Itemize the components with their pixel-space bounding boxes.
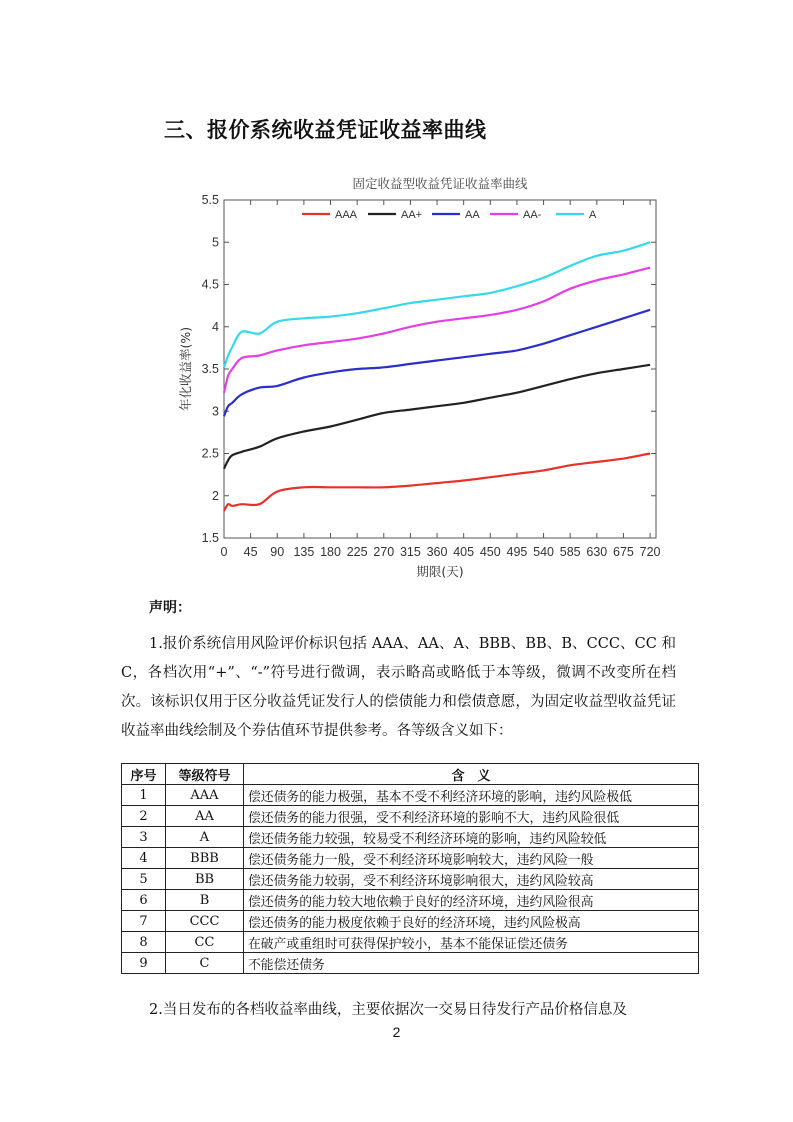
row-meaning: 偿还债务的能力极强，基本不受不利经济环境的影响，违约风险极低 bbox=[244, 785, 699, 806]
x-tick-label: 90 bbox=[270, 545, 285, 559]
row-grade: AA bbox=[166, 806, 244, 827]
table-row bbox=[122, 869, 699, 890]
x-tick-label: 720 bbox=[639, 545, 661, 559]
y-tick-label: 4.5 bbox=[201, 277, 219, 292]
x-tick-label: 270 bbox=[373, 545, 395, 559]
table-row bbox=[122, 785, 699, 806]
y-tick-label: 3.5 bbox=[201, 362, 219, 376]
row-meaning: 偿还债务能力较强，较易受不利经济环境的影响，违约风险较低 bbox=[244, 827, 699, 848]
page-number: 2 bbox=[392, 1024, 401, 1040]
declaration-paragraph-2: 2.当日发布的各档收益率曲线，主要依据次一交易日待发行产品价格信息及 bbox=[149, 1002, 627, 1018]
x-tick-label: 180 bbox=[320, 545, 341, 559]
x-tick-label: 315 bbox=[399, 545, 421, 559]
row-grade: A bbox=[166, 827, 244, 848]
y-tick-label: 3 bbox=[212, 404, 219, 419]
y-axis-label: 年化收益率(%) bbox=[178, 326, 193, 412]
row-grade: CCC bbox=[166, 911, 244, 932]
table-row bbox=[122, 848, 699, 869]
row-index: 3 bbox=[122, 827, 166, 848]
x-axis-label: 期限(天) bbox=[416, 564, 464, 579]
y-tick-label: 1.5 bbox=[201, 531, 219, 545]
legend-label-AA: AA bbox=[465, 209, 480, 221]
x-tick-label: 675 bbox=[613, 545, 634, 559]
row-meaning: 偿还债务的能力极度依赖于良好的经济环境，违约风险极高 bbox=[244, 911, 699, 932]
rating-table bbox=[121, 763, 699, 974]
row-index: 1 bbox=[122, 785, 166, 806]
x-tick-label: 0 bbox=[220, 545, 228, 559]
y-tick-label: 4 bbox=[212, 319, 219, 334]
row-grade: BB bbox=[166, 869, 244, 890]
x-tick-label: 585 bbox=[559, 545, 581, 559]
x-tick-label: 540 bbox=[533, 545, 554, 559]
x-tick-label: 135 bbox=[293, 545, 315, 559]
row-grade: AAA bbox=[166, 785, 244, 806]
table-row bbox=[122, 827, 699, 848]
row-grade: CC bbox=[166, 932, 244, 953]
row-index: 6 bbox=[122, 890, 166, 911]
row-index: 2 bbox=[122, 806, 166, 827]
table-row bbox=[122, 932, 699, 953]
row-index: 4 bbox=[122, 848, 166, 869]
legend-label-AA+: AA+ bbox=[401, 209, 423, 221]
row-meaning: 偿还债务能力一般，受不利经济环境影响较大，违约风险一般 bbox=[244, 848, 699, 869]
x-tick-label: 360 bbox=[426, 545, 448, 559]
header-meaning: 含 义 bbox=[244, 764, 699, 785]
x-tick-label: 495 bbox=[506, 545, 528, 559]
x-tick-label: 450 bbox=[479, 545, 501, 559]
row-index: 9 bbox=[122, 953, 166, 974]
y-tick-label: 5 bbox=[212, 235, 219, 250]
y-tick-label: 2.5 bbox=[201, 446, 219, 461]
row-index: 7 bbox=[122, 911, 166, 932]
header-index: 序号 bbox=[122, 764, 166, 785]
table-row bbox=[122, 890, 699, 911]
table-header-row bbox=[122, 764, 699, 785]
row-meaning: 偿还债务的能力很强，受不利经济环境的影响不大，违约风险很低 bbox=[244, 806, 699, 827]
table-row bbox=[122, 953, 699, 974]
y-tick-label: 5.5 bbox=[201, 193, 219, 207]
x-tick-label: 225 bbox=[346, 545, 368, 559]
x-tick-label: 45 bbox=[243, 545, 258, 559]
row-grade: B bbox=[166, 890, 244, 911]
legend-label-A: A bbox=[589, 209, 597, 221]
row-meaning: 不能偿还债务 bbox=[244, 953, 699, 974]
x-tick-label: 405 bbox=[453, 545, 475, 559]
chart-title: 固定收益型收益凭证收益率曲线 bbox=[352, 176, 528, 191]
legend-label-AA-: AA- bbox=[523, 209, 542, 221]
header-grade: 等级符号 bbox=[166, 764, 244, 785]
row-grade: C bbox=[166, 953, 244, 974]
row-grade: BBB bbox=[166, 848, 244, 869]
yield-curve-chart bbox=[160, 168, 670, 588]
row-meaning: 偿还债务的能力较大地依赖于良好的经济环境，违约风险很高 bbox=[244, 890, 699, 911]
table-row bbox=[122, 806, 699, 827]
declaration-title: 声明： bbox=[149, 600, 191, 616]
y-tick-label: 2 bbox=[212, 488, 219, 503]
row-index: 5 bbox=[122, 869, 166, 890]
table-row bbox=[122, 911, 699, 932]
row-index: 8 bbox=[122, 932, 166, 953]
legend-label-AAA: AAA bbox=[335, 209, 358, 221]
declaration-paragraph-1: 1.报价系统信用风险评价标识包括 AAA、AA、A、BBB、BB、B、CCC、CC 和 C，各档次用“+”、“-”符号进行微调，表示略高或略低于本等级，微调不改变所在档次。该标识仅用于区分收益凭证发行人的偿债能力和偿债意愿，为固定收益型收益凭证收益率曲线绘制及个券估值环节提供参考。各等级含义如下： bbox=[121, 636, 676, 739]
row-meaning: 在破产或重组时可获得保护较小，基本不能保证偿还债务 bbox=[244, 932, 699, 953]
section-heading: 三、报价系统收益凭证收益率曲线 bbox=[164, 118, 487, 142]
row-meaning: 偿还债务能力较弱，受不利经济环境影响很大，违约风险较高 bbox=[244, 869, 699, 890]
x-tick-label: 630 bbox=[586, 545, 608, 559]
